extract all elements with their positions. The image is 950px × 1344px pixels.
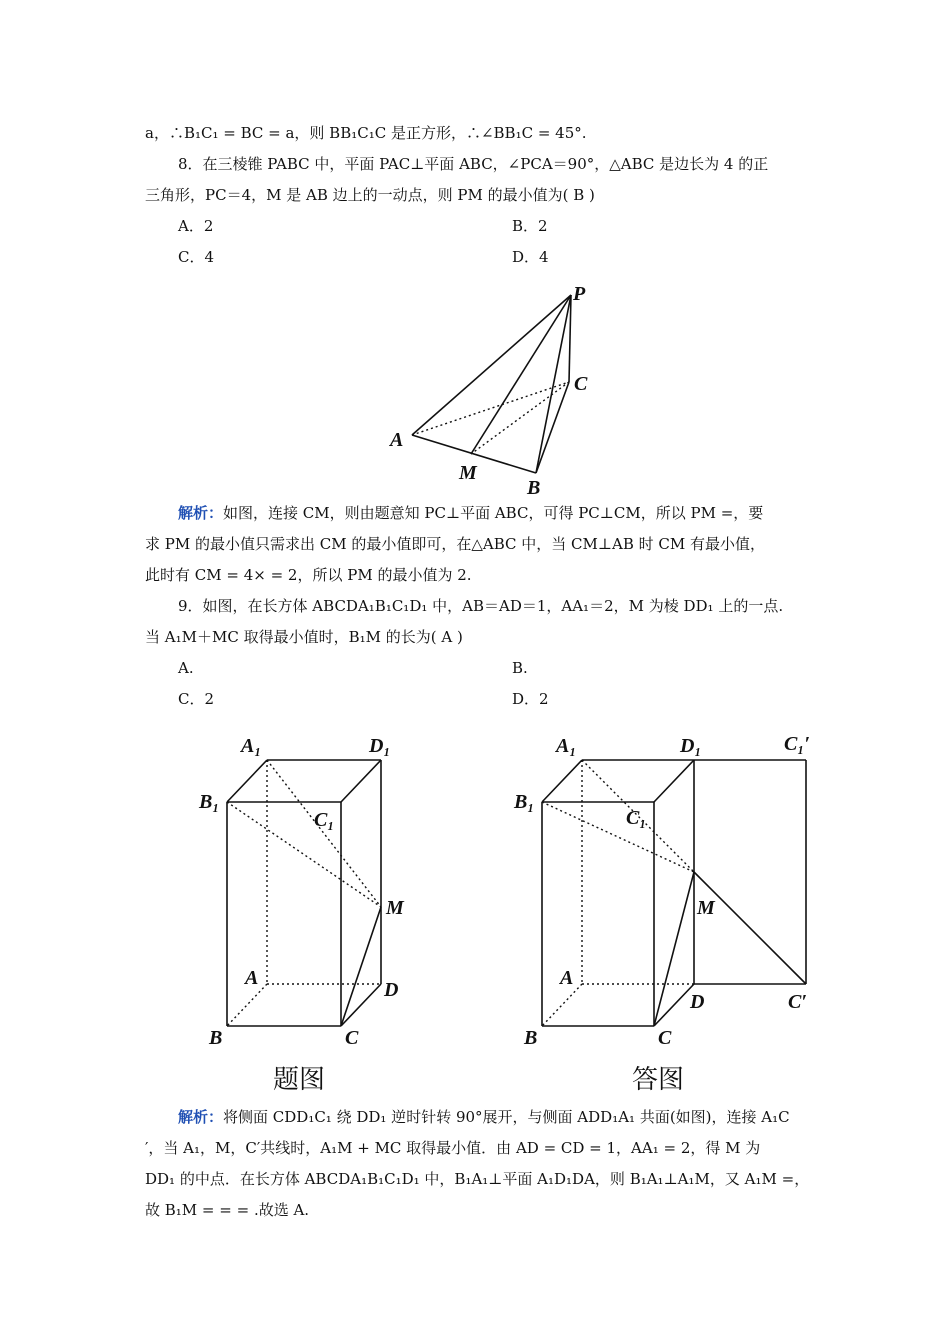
label-B: B <box>527 477 541 499</box>
label-D: D <box>384 979 399 1001</box>
q9-option-d: D．2 <box>512 690 549 708</box>
label-M: M <box>459 462 477 484</box>
label-M: M <box>386 897 404 919</box>
q9-option-b: B. <box>512 659 528 677</box>
q9-analysis-line1 <box>178 1106 790 1128</box>
edge-CD <box>341 984 381 1026</box>
edge-MC <box>654 872 694 1026</box>
q8-option-c: C．4 <box>178 248 215 266</box>
label-C: C <box>658 1027 672 1049</box>
label-D1: D₁ <box>369 735 391 757</box>
edge-AB <box>542 984 582 1026</box>
edge-C1D1 <box>654 760 694 802</box>
edge-B1A1 <box>542 760 582 802</box>
label-C-prime: C′ <box>788 991 807 1013</box>
q8-pyramid-figure <box>385 278 600 500</box>
q9-cuboid-figure <box>195 728 425 1100</box>
q8-analysis-line3: 此时有 CM = 4× = 2，所以 PM 的最小值为 2. <box>145 566 472 584</box>
edge-B1M <box>542 802 694 872</box>
label-B: B <box>524 1027 538 1049</box>
label-A1: A₁ <box>241 735 262 757</box>
label-B1: B₁ <box>199 791 220 813</box>
label-B: B <box>209 1027 223 1049</box>
q9-analysis-text1: 将侧面 CDD₁C₁ 绕 DD₁ 逆时针转 90°展开，与侧面 ADD₁A₁ 共面(如图)，连接 A₁C <box>223 1108 790 1126</box>
q9-analysis-label: 解析： <box>178 1108 224 1126</box>
q8-option-a: A．2 <box>178 217 214 235</box>
q9-analysis-line4: 故 B₁M = = = .故选 A. <box>145 1201 310 1219</box>
q8-analysis-text1: 如图，连接 CM，则由题意知 PC⊥平面 ABC，可得 PC⊥CM，所以 PM =，要 <box>223 504 764 522</box>
q9-analysis-line2: ′，当 A₁，M，C′共线时，A₁M + MC 取得最小值．由 AD = CD = 1，AA₁ = 2，得 M 为 <box>145 1139 761 1157</box>
label-D1: D₁ <box>680 735 702 757</box>
label-M: M <box>697 897 715 919</box>
label-C: C <box>345 1027 359 1049</box>
q9-option-c: C．2 <box>178 690 215 708</box>
edge-C1D1 <box>341 760 381 802</box>
edge-B1M <box>227 802 381 907</box>
label-A: A <box>390 429 404 451</box>
q8-option-b: B．2 <box>512 217 548 235</box>
edge-AB <box>227 984 267 1026</box>
label-P: P <box>573 283 586 305</box>
edge-MC <box>341 907 381 1026</box>
q9-option-a: A. <box>178 659 194 677</box>
q9-unfolded-figure <box>510 728 840 1100</box>
label-C1: C₁ <box>626 807 647 829</box>
figure-caption-question: 题图 <box>273 1065 326 1095</box>
figure-caption-answer: 答图 <box>632 1065 685 1095</box>
q8-analysis-line2: 求 PM 的最小值只需求出 CM 的最小值即可，在△ABC 中，当 CM⊥AB 时 CM 有最小值， <box>145 535 765 553</box>
label-C1-prime: C₁′ <box>784 733 810 755</box>
edge-MCprime <box>694 872 806 984</box>
label-A: A <box>560 967 574 989</box>
label-A: A <box>245 967 259 989</box>
q9-stem-line2: 当 A₁M＋MC 取得最小值时，B₁M 的长为( A ) <box>145 628 463 646</box>
q8-analysis-line1 <box>178 502 763 524</box>
edge-CM <box>471 382 569 454</box>
continuation-line: a，∴B₁C₁ = BC = a，则 BB₁C₁C 是正方形，∴∠BB₁C = 45°. <box>145 124 587 142</box>
label-B1: B₁ <box>514 791 535 813</box>
label-C: C <box>574 373 588 395</box>
q8-analysis-label: 解析： <box>178 504 224 522</box>
edge-B1A1 <box>227 760 267 802</box>
label-A1: A₁ <box>556 735 577 757</box>
edge-PC <box>569 295 571 382</box>
label-C1: C₁ <box>314 809 335 831</box>
q9-stem-line1: 9．如图，在长方体 ABCDA₁B₁C₁D₁ 中，AB＝AD＝1，AA₁＝2，M 为棱 DD₁ 上的一点. <box>178 597 784 615</box>
q8-stem-line2: 三角形，PC＝4，M 是 AB 边上的一动点，则 PM 的最小值为( B ) <box>145 186 595 204</box>
edge-CB <box>536 382 569 473</box>
label-D: D <box>690 991 705 1013</box>
q8-stem-line1: 8．在三棱锥 PABC 中，平面 PAC⊥平面 ABC，∠PCA＝90°，△ABC 是边长为 4 的正 <box>178 155 769 173</box>
q8-option-d: D．4 <box>512 248 549 266</box>
edge-A1M <box>267 760 381 907</box>
q9-analysis-line3: DD₁ 的中点．在长方体 ABCDA₁B₁C₁D₁ 中，B₁A₁⊥平面 A₁D₁DA，则 B₁A₁⊥A₁M，又 A₁M =， <box>145 1170 810 1188</box>
